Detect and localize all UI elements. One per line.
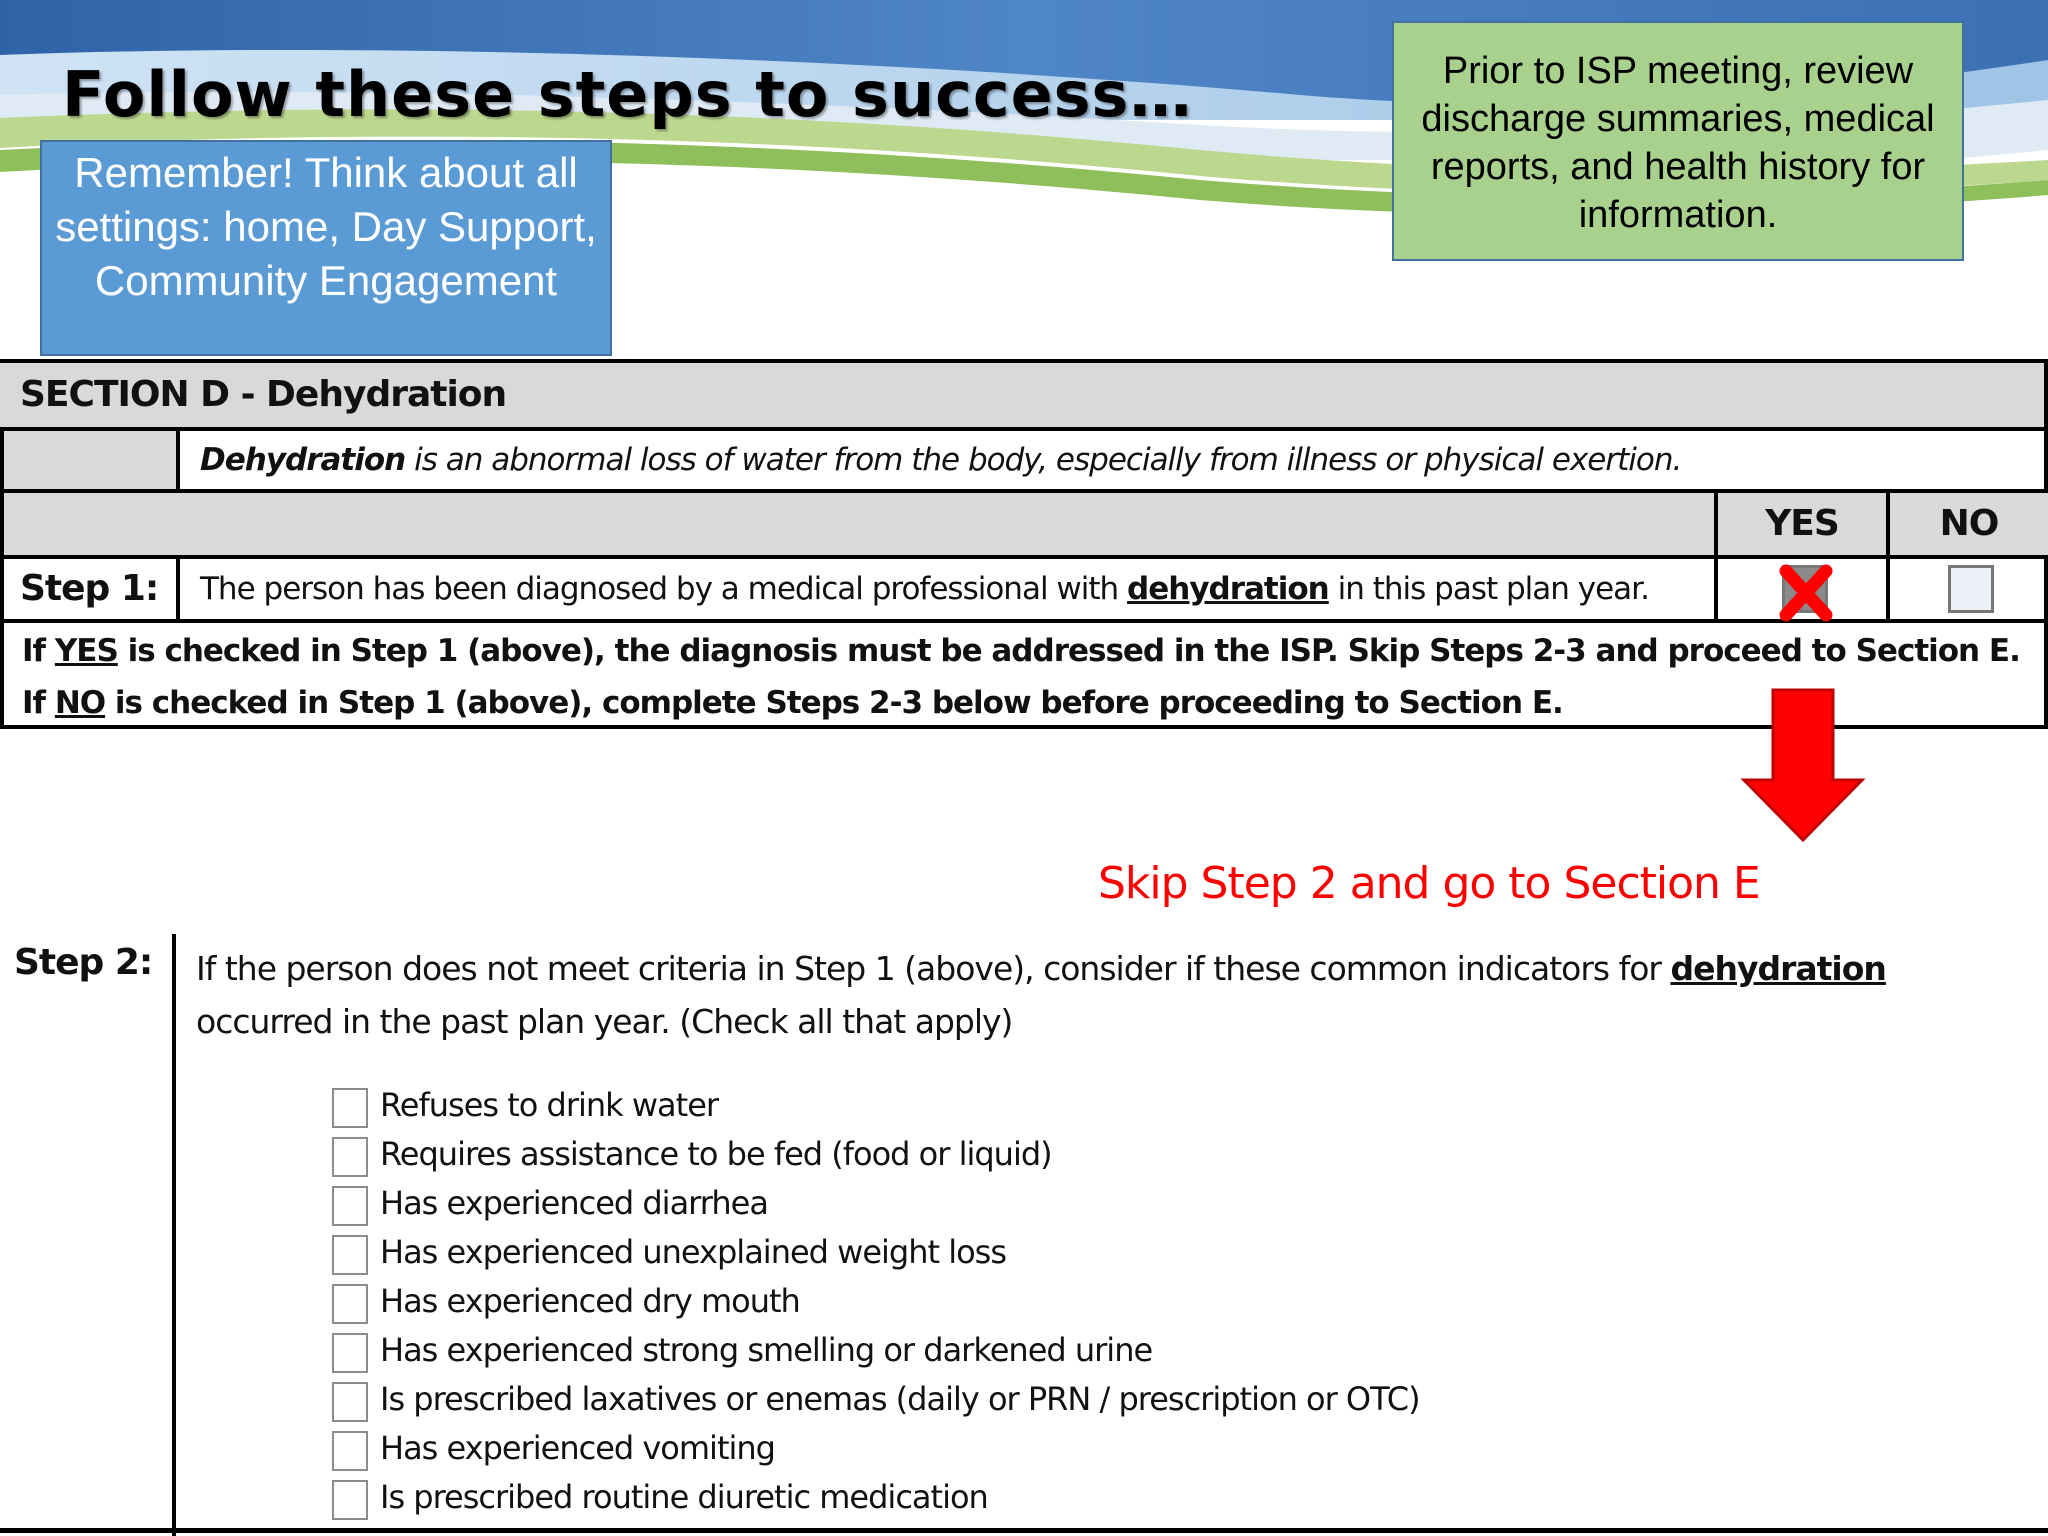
step1-keyword: dehydration <box>1127 571 1329 607</box>
yes-cell <box>1714 559 1886 619</box>
step1-label: Step 1: <box>4 559 180 619</box>
step1-row <box>0 559 2048 623</box>
step2-section <box>0 930 2048 1536</box>
instruction-yes <box>22 633 2020 669</box>
definition-body: is an abnormal loss of water from the body, especially from illness or physical exertion. <box>405 442 1682 478</box>
indicator-label: Has experienced dry mouth <box>380 1282 800 1320</box>
indicator-checkbox[interactable] <box>332 1137 368 1177</box>
indicator-label: Has experienced unexplained weight loss <box>380 1233 1007 1271</box>
step2-divider <box>172 934 176 1536</box>
instruction-no-prefix: If <box>22 685 55 721</box>
instruction-yes-body: is checked in Step 1 (above), the diagnosis must be addressed in the ISP. Skip Steps 2-3 and proceed to Section E. <box>117 633 2020 669</box>
step2-bottom-border <box>0 1528 2048 1533</box>
step2-text-after: occurred in the past plan year. (Check all that apply) <box>196 1002 1013 1041</box>
indicator-checkbox[interactable] <box>332 1333 368 1373</box>
indicator-checkbox[interactable] <box>332 1088 368 1128</box>
section-title: SECTION D - Dehydration <box>0 359 2048 431</box>
step2-text-before: If the person does not meet criteria in Step 1 (above), consider if these common indicators for <box>196 949 1671 988</box>
instruction-no-body: is checked in Step 1 (above), complete Steps 2-3 below before proceeding to Section E. <box>105 685 1563 721</box>
red-x-icon <box>1778 563 1834 623</box>
definition-text <box>200 431 1681 489</box>
indicator-label: Has experienced vomiting <box>380 1429 775 1467</box>
indicator-checkbox[interactable] <box>332 1431 368 1471</box>
step1-question <box>200 559 1649 619</box>
prep-note-callout: Prior to ISP meeting, review discharge summaries, medical reports, and health history for information. <box>1392 21 1964 261</box>
indicator-label: Requires assistance to be fed (food or liquid) <box>380 1135 1052 1173</box>
step1-text-before: The person has been diagnosed by a medical professional with <box>200 571 1128 607</box>
instruction-yes-key: YES <box>54 633 118 669</box>
indicator-label: Refuses to drink water <box>380 1086 719 1124</box>
instruction-no <box>22 685 1563 721</box>
indicator-label: Has experienced strong smelling or darkened urine <box>380 1331 1153 1369</box>
indicator-checkbox[interactable] <box>332 1382 368 1422</box>
step2-keyword: dehydration <box>1670 949 1886 988</box>
down-arrow-icon <box>1740 688 1866 844</box>
definition-spacer-cell <box>0 431 180 489</box>
reminder-callout: Remember! Think about all settings: home, Day Support, Community Engagement <box>40 140 612 356</box>
instruction-yes-prefix: If <box>22 633 55 669</box>
step2-label: Step 2: <box>14 942 153 983</box>
page-title: Follow these steps to success… <box>62 58 1193 131</box>
step2-question <box>196 942 2026 1048</box>
no-column-header: NO <box>1886 493 2048 555</box>
indicator-label: Is prescribed routine diuretic medication <box>380 1478 988 1516</box>
no-cell <box>1886 559 2048 619</box>
definition-term: Dehydration <box>200 442 406 478</box>
yes-column-header: YES <box>1714 493 1886 555</box>
instruction-no-key: NO <box>54 685 106 721</box>
indicator-checkbox[interactable] <box>332 1480 368 1520</box>
indicator-checkbox[interactable] <box>332 1284 368 1324</box>
indicator-label: Is prescribed laxatives or enemas (daily or PRN / prescription or OTC) <box>380 1380 1420 1418</box>
indicator-checkbox[interactable] <box>332 1186 368 1226</box>
answer-header-row <box>0 493 2048 559</box>
skip-step-note: Skip Step 2 and go to Section E <box>1098 858 1760 909</box>
definition-row <box>0 431 2048 493</box>
step1-text-after: in this past plan year. <box>1328 571 1649 607</box>
no-checkbox[interactable] <box>1948 565 1994 613</box>
indicator-checkbox[interactable] <box>332 1235 368 1275</box>
indicator-label: Has experienced diarrhea <box>380 1184 768 1222</box>
